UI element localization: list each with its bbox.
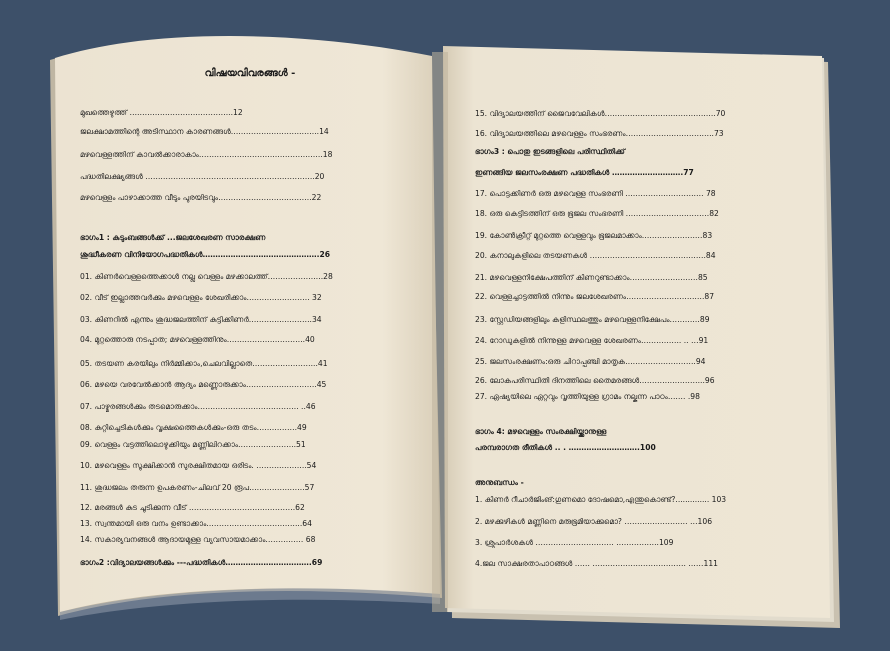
left-toc-entry: ഭാഗം1 : കുടുംബങ്ങൾക്ക് ...ജലശേഖരണ സാരക്ഷണ xyxy=(80,233,266,242)
left-toc-entry: മഴവെള്ളം പാഴാക്കാത്ത വീടും പുരയിടവും……………………………….22 xyxy=(80,193,322,202)
left-toc-entry: 03. കിണറിൽ എന്നും ശുദ്ധജലത്തിന് കുട്ടിക്കിണർ…………………….34 xyxy=(80,315,322,324)
left-page-contents xyxy=(80,68,410,567)
left-toc-entry: 07. പാഴ്മരങ്ങൾക്കും തടമൊരുക്കാം…………………………………. ..46 xyxy=(80,402,316,411)
left-toc-entry: 02. വീട് ഇല്ലാത്തവർക്കും മഴവെള്ളം ശേഖരിക്കാം……………………. 32 xyxy=(80,293,322,302)
right-toc-entry: പരമ്പരാഗത രീതികൾ .. . ……………………….100 xyxy=(475,443,656,452)
left-toc-entry: 13. സ്വന്തമായി ഒരു വനം ഉണ്ടാക്കാം………………………………..64 xyxy=(80,519,312,528)
right-toc-entry: 23. സ്റ്റേഡിയങ്ങളിലും കളിസ്ഥലത്തും മഴവെള്ളനിക്ഷേപം…………89 xyxy=(475,315,710,324)
left-toc-entry: ജലക്ഷാമത്തിന്റെ അടിസ്ഥാന കാരണങ്ങൾ……………………………..14 xyxy=(80,127,329,136)
left-toc-entry: 06. മഴയെ വരവേൽക്കാൻ ആദ്യം മണ്ണൊരുക്കാം……………………….45 xyxy=(80,380,327,389)
left-toc-entry: മുഖത്തെഴുത്ത് …………………………………..12 xyxy=(80,108,243,117)
right-toc-entry: ഇണങ്ങിയ ജലസംരക്ഷണ പദ്ധതികൾ ……………………….77 xyxy=(475,168,694,177)
right-toc-entry: 4.ജല സാക്ഷരതാപാഠങ്ങൾ …… ………………………………. ……111 xyxy=(475,559,718,568)
right-toc-entry: 15. വിദ്യാലയത്തിന് ജൈവവേലികൾ……………………………………..70 xyxy=(475,109,726,118)
left-toc-entry: 12. മരങ്ങൾ കുട ചൂടിക്കുന്ന വീട് ……………………………………62 xyxy=(80,503,305,512)
right-toc-entry: 24. റോഡുകളിൽ നിന്നുള്ള മഴവെള്ള ശേഖരണം……………. .. …91 xyxy=(475,336,709,345)
left-toc-entry: 05. തടയണ കരയിലും നിർമ്മിക്കാം,ചെലവില്ലാതെ……………………..41 xyxy=(80,359,328,368)
left-toc-entry: 11. ശുദ്ധജലം തരുന്ന ഉപകരണം-ചിലവ് 20 രൂപ………………….57 xyxy=(80,483,315,492)
right-toc-entry: 2. മഴക്കുഴികൾ മണ്ണിനെ മരുഭൂമിയാക്കുമൊ? ……………………. …106 xyxy=(475,517,713,526)
right-toc-entry: 18. ഒരു കെട്ടിടത്തിന് ഒരു ഭൂജല സംഭരണി ……………………………82 xyxy=(475,209,719,218)
right-toc-entry: ഭാഗം 4: മഴവെള്ളം സംരക്ഷിയ്ക്കാനുള്ള xyxy=(475,427,607,436)
left-toc-entry: 08. കുറ്റിച്ചെടികൾക്കും വൃക്ഷത്തൈകൾക്കും-ഒരു തടം…………….49 xyxy=(80,423,307,432)
right-toc-entry: അനുബന്ധം - xyxy=(475,478,524,487)
left-toc-entry: 09. വെള്ളം വട്ടത്തിലൊഴുക്കിയും മണ്ണിലിറക്കാം…………………..51 xyxy=(80,440,306,449)
left-toc-entry: ഭാഗം2 :വിദ്യാലയങ്ങൾക്കും ---പദ്ധതികൾ…………………………….69 xyxy=(80,558,323,567)
right-toc-entry: 16. വിദ്യാലയത്തിലെ മഴവെള്ളം സംഭരണം……………………………..73 xyxy=(475,129,724,138)
right-toc-entry: 27. ഏഷ്യയിലെ ഏറ്റവും വൃത്തിയുള്ള ഗ്രാമം നല്കുന്ന പാഠം……. .98 xyxy=(475,392,700,401)
contents-title: വിഷയവിവരങ്ങൾ - xyxy=(204,68,296,79)
right-toc-entry: 21. മഴവെള്ളനിക്ഷേപത്തിന് കിണറുണ്ടാക്കാം………………………85 xyxy=(475,273,708,282)
left-toc-entry: പദ്ധതിലക്ഷ്യങ്ങൾ ………………………………………………………….20 xyxy=(80,172,325,181)
left-toc-entry: 01. കിണർവെള്ളത്തെക്കാൾ നല്ല വെള്ളം മഴക്കാലത്ത്………………….28 xyxy=(80,272,333,281)
left-toc-entry: മഴവെള്ളത്തിന് കാവൽക്കാരാകാം………………………………………….18 xyxy=(80,150,333,159)
left-toc-entry: ശുദ്ധീകരണ വിനിയോഗപദ്ധതികൾ……………………………………….26 xyxy=(80,250,331,259)
left-toc-entry: 14. സകാര്യവനങ്ങൾ ആദായമുള്ള വ്യവസായമാക്കാം…………… 68 xyxy=(80,535,316,544)
right-toc-entry: 19. കോൺക്രീറ്റ് മുറ്റത്തെ വെള്ളവും ഭൂജലമാക്കാം……………………83 xyxy=(475,231,713,240)
left-toc-entry: 10. മഴവെള്ളം സൂക്ഷിക്കാൻ സുരക്ഷിതമായ ഒരിടം. ………………..54 xyxy=(80,461,317,470)
right-toc-entry: 17. പൊട്ടക്കിണർ ഒരു മഴവെള്ള സംഭരണി …………………………. 78 xyxy=(475,189,716,198)
right-toc-entry: 3. ശ്രുപാർശകൾ …………………………. ……………..109 xyxy=(475,538,674,547)
book-gutter xyxy=(432,52,448,612)
right-toc-entry: 1. കിണർ റീചാർജിംങ്:ഗുണമൊ ദോഷമൊ,എന്തുകൊണ്ട്?.............. 103 xyxy=(475,495,727,504)
right-toc-entry: 20. കനാലുകളിലെ തടയണകൾ ……………………………………….84 xyxy=(475,251,716,260)
right-toc-entry: ഭാഗം3 : പൊതു ഇടങ്ങളിലെ പരിസ്ഥിതിക്ക് xyxy=(475,147,625,156)
right-toc-entry: 25. ജലസംരക്ഷണം:ഒരു ചിറാപ്പുഞ്ചി മാതൃക……………………….94 xyxy=(475,357,706,366)
left-toc-entry: 04. മുറ്റത്തൊരു നടപ്പാത; മഴവെള്ളത്തിനും………………………….40 xyxy=(80,335,315,344)
right-toc-entry: 26. ലോകപരിസ്ഥിതി ദിനത്തിലെ തൈമരങ്ങൾ……………………..96 xyxy=(475,376,715,385)
right-toc-entry: 22. വെള്ളച്ചാട്ടത്തിൽ നിന്നും ജലശേഖരണം………………………….87 xyxy=(475,292,715,301)
